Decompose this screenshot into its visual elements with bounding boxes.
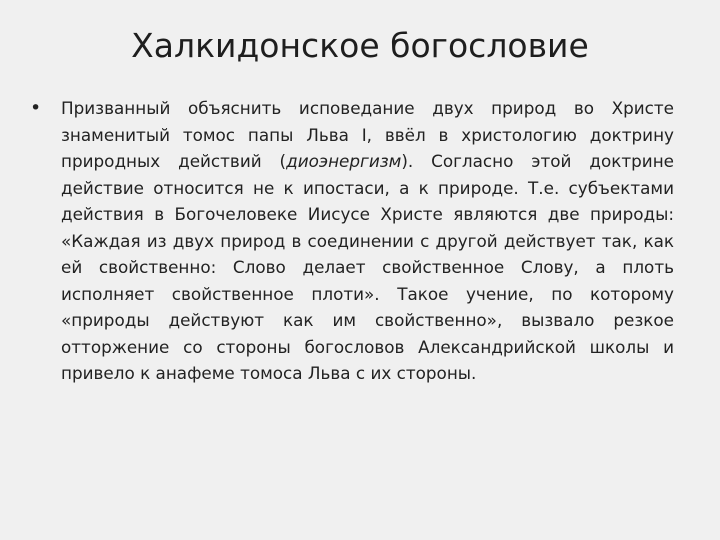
bullet-point-icon: • [30,97,42,119]
paragraph-text-end: ). Согласно этой доктрине действие относится не к ипостаси, а к природе. Т.е. субъектами действия в Богочеловеке Иисусе Христе являются две природы: «Каждая из двух природ в соединении с другой действует так, как ей свойственно: Слово делает свойственное Слову, а плоть исполняет свойственное плоти». Такое учение, по которому «природы действуют как им свойственно», вызвало резкое отторжение со стороны богословов Александрийской школы и привело к анафеме томоса Льва с их стороны. [61,151,674,383]
term-dioenergism: диоэнергизм [286,151,402,171]
bullet-item [28,95,674,387]
paragraph-text-start: Призванный объяснить исповедание двух природ во Христе знаменитый томос папы Льва I, ввёл в христологию доктрину природных действий ( [61,98,674,171]
bullet-list [28,95,674,387]
slide-title: Халкидонское богословие [131,26,589,65]
bullet-text [61,95,674,387]
